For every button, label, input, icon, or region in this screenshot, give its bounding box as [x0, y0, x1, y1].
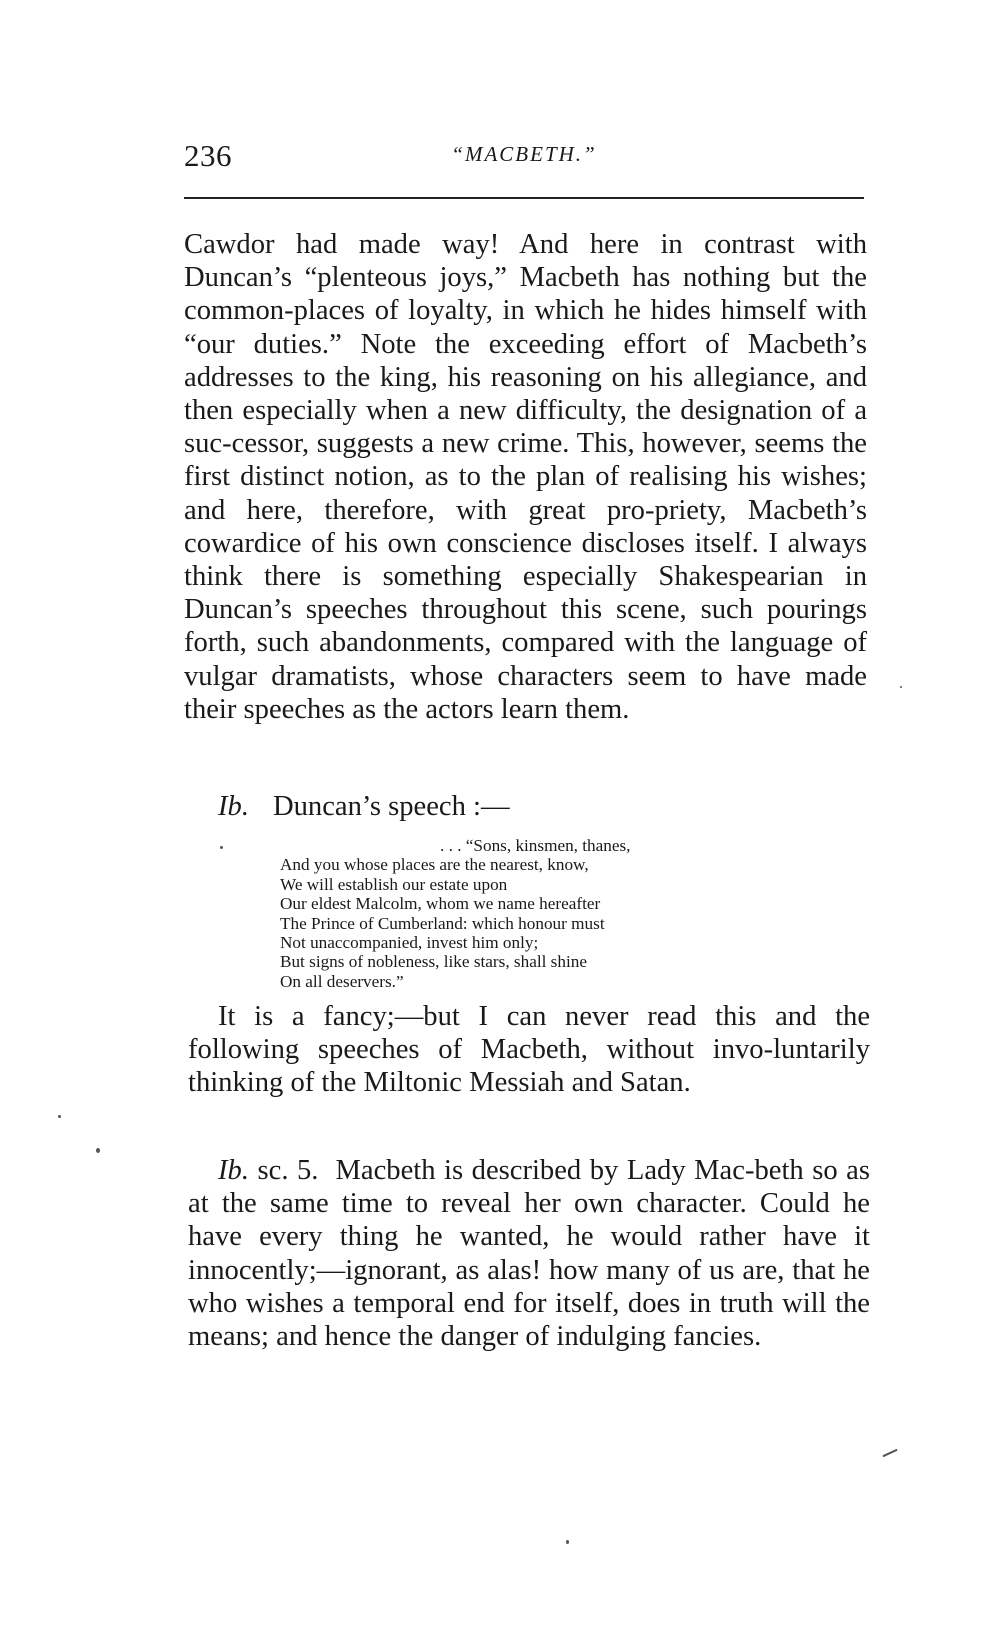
text-line: luntarily thinking of the Miltonic Messiah and: [188, 1034, 870, 1099]
paragraph-2-text: [188, 1000, 870, 1100]
text-line: the following speeches of Macbeth, without invo-: [188, 1001, 871, 1066]
quote-line: . . . “Sons, kinsmen, thanes,: [440, 836, 631, 855]
text-line: abandonments, compared with the language of: [319, 627, 868, 659]
text-line: alas! how many of us are, that he who wishes a: [188, 1254, 870, 1319]
text-line: character. Could he have every thing he wanted,: [188, 1188, 870, 1253]
text-line: beth so as at the same time to reveal her own: [188, 1155, 870, 1220]
text-line: Duncan’s “plenteous joys,” Macbeth has nothing: [184, 262, 771, 294]
quote-line: Our eldest Malcolm, whom we name hereafter: [280, 894, 601, 914]
block-quote: [280, 836, 800, 991]
text-line: the first distinct notion, as to the plan of realising: [184, 428, 867, 493]
scene-reference: sc. 5.: [257, 1155, 319, 1186]
quote-line: The Prince of Cumberland: which honour must: [280, 913, 605, 933]
text-line: throughout this scene, such pourings forth, such: [184, 594, 867, 659]
print-speck: [220, 846, 223, 849]
text-line: effort of Macbeth’s addresses to the king, his: [184, 328, 867, 393]
quote-line: On all deservers.”: [280, 971, 404, 991]
text-line: vulgar dramatists, whose characters seem to have: [184, 660, 791, 692]
header-rule: [184, 197, 864, 199]
text-line: It is a fancy;—but I can never read this and: [218, 1001, 817, 1032]
quote-line: We will establish our estate upon: [280, 874, 508, 894]
page-number: 236: [184, 138, 232, 173]
paragraph-3-text: [188, 1154, 870, 1353]
text-line: priety, Macbeth’s cowardice of his own conscience: [184, 494, 867, 559]
ib-abbreviation: Ib.: [218, 1155, 249, 1186]
print-speck: [96, 1148, 100, 1153]
text-line: Satan.: [620, 1067, 691, 1099]
paragraph-1: [184, 228, 867, 726]
print-speck: [566, 1540, 569, 1544]
quote-line: But signs of nobleness, like stars, shall shine: [280, 952, 587, 972]
running-head: [184, 138, 864, 178]
text-line: he would rather have it innocently;—ignorant, as: [188, 1221, 870, 1286]
text-line: Cawdor had made way! And here in contrast with: [184, 229, 867, 260]
text-line: when a new difficulty, the designation of a suc-: [184, 395, 868, 460]
quote-line: Not unaccompanied, invest him only;: [280, 933, 539, 953]
print-speck: [58, 1115, 61, 1118]
text-line: but the common-places of loyalty, in which he hides: [184, 262, 867, 327]
text-line: temporal end for itself, does in truth will the: [353, 1287, 871, 1319]
text-line: himself with “our duties.” Note the exceeding: [184, 295, 867, 360]
text-line: cessor, suggests a new crime. This, however, seems: [231, 428, 825, 460]
text-line: reasoning on his allegiance, and then especially: [184, 361, 867, 427]
text-line: Macbeth is described by Lady Mac-: [335, 1155, 755, 1186]
print-speck: [882, 1449, 897, 1458]
print-speck: [900, 686, 902, 688]
text-line: discloses itself. I always think there is something: [184, 527, 868, 593]
quote-line: And you whose places are the nearest, know,: [280, 855, 589, 875]
running-title: “MACBETH.”: [451, 142, 597, 166]
paragraph-1-text: [184, 228, 867, 726]
paragraph-3: [188, 1154, 870, 1353]
ib-text: Duncan’s speech :—: [272, 791, 510, 822]
paragraph-2: [188, 1000, 870, 1100]
text-line: made their speeches as the actors learn them.: [184, 660, 867, 725]
text-line: especially Shakespearian in Duncan’s speeches: [184, 561, 868, 626]
ib-duncan-speech: [218, 790, 510, 823]
ib-abbreviation: Ib.: [218, 791, 249, 822]
text-line: his wishes; and here, therefore, with great pro-: [184, 461, 867, 526]
text-line: means; and hence the danger of indulging fancies.: [188, 1321, 762, 1353]
